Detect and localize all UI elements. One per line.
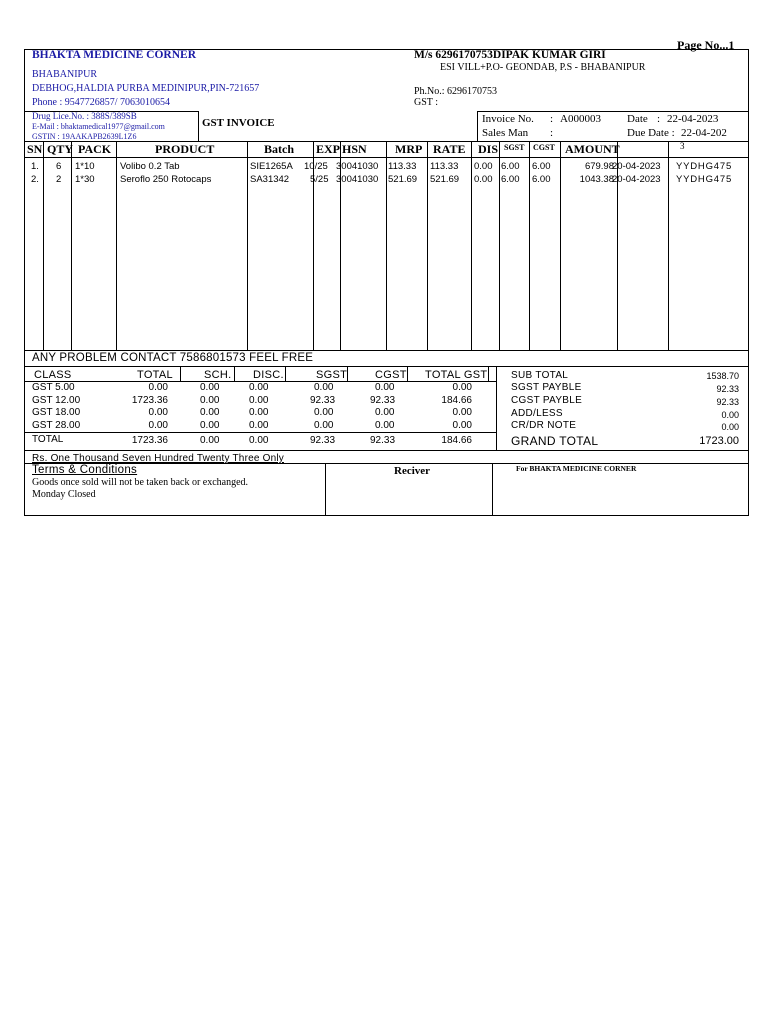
item-sgst: 6.00 bbox=[501, 174, 520, 185]
subtotal-label: SUB TOTAL bbox=[511, 370, 569, 381]
due-date-label: Due Date : bbox=[627, 127, 675, 139]
divider bbox=[496, 366, 497, 450]
terms-title: Terms & Conditions bbox=[32, 464, 138, 476]
contact-note: ANY PROBLEM CONTACT 7586801573 FEEL FREE bbox=[32, 352, 314, 364]
gst-disc: 0.00 bbox=[249, 395, 269, 406]
gst-total-gst: 0.00 bbox=[452, 420, 472, 431]
col-amount: AMOUNT bbox=[565, 142, 620, 156]
cgst-payable-value: 92.33 bbox=[716, 397, 739, 407]
column-divider bbox=[116, 141, 117, 350]
col-pack: PACK bbox=[78, 142, 112, 156]
subtotal-value: 1538.70 bbox=[706, 371, 739, 381]
gst-sgst: 92.33 bbox=[310, 435, 336, 446]
gst-total: 1723.36 bbox=[131, 435, 168, 446]
document-type: GST INVOICE bbox=[202, 117, 275, 129]
gst-total: 0.00 bbox=[148, 407, 168, 418]
salesman-label: Sales Man bbox=[482, 127, 529, 139]
column-divider bbox=[471, 141, 472, 350]
divider bbox=[24, 432, 496, 433]
col-mrp: MRP bbox=[395, 142, 423, 156]
col-dis: DIS bbox=[478, 142, 499, 156]
item-hsn: 30041030 bbox=[336, 161, 379, 172]
item-sn: 1. bbox=[31, 161, 39, 172]
gst-col-total: TOTAL bbox=[137, 369, 173, 381]
date-value: 22-04-2023 bbox=[667, 113, 719, 125]
column-divider bbox=[617, 141, 618, 350]
seller-gstin: GSTIN : 19AAKAPB2639L1Z6 bbox=[32, 132, 137, 141]
gst-total: 0.00 bbox=[148, 382, 168, 393]
gst-total: 0.00 bbox=[148, 420, 168, 431]
seller-email: E-Mail : bhaktamedical1977@gmail.com bbox=[32, 122, 165, 131]
divider bbox=[24, 111, 198, 112]
gst-col-cgst: CGST bbox=[375, 369, 407, 381]
sgst-payable-value: 92.33 bbox=[716, 384, 739, 394]
col-qty: QTY bbox=[47, 142, 74, 156]
gst-col-disc: DISC. bbox=[253, 369, 284, 381]
gst-sgst: 0.00 bbox=[314, 407, 334, 418]
add-less-label: ADD/LESS bbox=[511, 408, 563, 419]
item-qty: 6 bbox=[56, 161, 62, 172]
column-divider bbox=[427, 141, 428, 350]
divider bbox=[180, 367, 181, 381]
gst-sgst: 0.00 bbox=[314, 382, 334, 393]
item-batch: SA31342 bbox=[250, 174, 290, 185]
gst-sch: 0.00 bbox=[200, 395, 220, 406]
buyer-phone: Ph.No.: 6296170753 bbox=[414, 86, 498, 97]
item-qty: 2 bbox=[56, 174, 62, 185]
buyer-gst: GST : bbox=[414, 97, 438, 108]
column-divider bbox=[560, 141, 561, 350]
amount-in-words: Rs. One Thousand Seven Hundred Twenty Three Only bbox=[32, 453, 284, 464]
terms-line-2: Monday Closed bbox=[32, 489, 96, 500]
sgst-payable-label: SGST PAYBLE bbox=[511, 382, 582, 393]
for-company-label: For BHAKTA MEDICINE CORNER bbox=[516, 464, 637, 473]
seller-drug-licence: Drug Lice.No. : 388S/389SB bbox=[32, 111, 137, 121]
col-hsn: HSN bbox=[342, 142, 367, 156]
item-sn: 2. bbox=[31, 174, 39, 185]
seller-phone: Phone : 9547726857/ 7063010654 bbox=[32, 97, 171, 108]
date-label: Date bbox=[627, 113, 648, 125]
gst-total: 1723.36 bbox=[131, 395, 168, 406]
divider bbox=[325, 463, 326, 516]
gst-sch: 0.00 bbox=[200, 382, 220, 393]
column-divider bbox=[668, 141, 669, 350]
item-dis: 0.00 bbox=[474, 174, 493, 185]
terms-line-1: Goods once sold will not be taken back or exchanged. bbox=[32, 477, 249, 488]
divider bbox=[477, 111, 478, 141]
cr-dr-note-value: 0.00 bbox=[721, 422, 739, 432]
gst-disc: 0.00 bbox=[249, 420, 269, 431]
item-sgst: 6.00 bbox=[501, 161, 520, 172]
gst-cgst: 92.33 bbox=[370, 395, 396, 406]
divider bbox=[198, 111, 199, 141]
due-date-value: 22-04-202 bbox=[681, 127, 727, 139]
col-rate: RATE bbox=[433, 142, 466, 156]
grand-total-value: 1723.00 bbox=[699, 435, 739, 447]
item-pack: 1*10 bbox=[75, 161, 95, 172]
gst-sch: 0.00 bbox=[200, 420, 220, 431]
salesman-separator: : bbox=[550, 127, 554, 139]
gst-cgst: 0.00 bbox=[375, 382, 395, 393]
col-cgst: CGST bbox=[533, 143, 555, 152]
gst-total-gst: 184.66 bbox=[441, 435, 472, 446]
col-product: PRODUCT bbox=[155, 142, 215, 156]
add-less-value: 0.00 bbox=[721, 410, 739, 420]
gst-total-gst: 184.66 bbox=[441, 395, 472, 406]
item-exp: 5/25 bbox=[310, 174, 329, 185]
gst-class: GST 28.00 bbox=[32, 420, 81, 431]
item-cgst: 6.00 bbox=[532, 161, 551, 172]
column-divider bbox=[71, 141, 72, 350]
column-divider bbox=[313, 141, 314, 350]
date-separator: : bbox=[657, 113, 661, 125]
column-divider bbox=[247, 141, 248, 350]
divider bbox=[488, 367, 489, 381]
gst-disc: 0.00 bbox=[249, 435, 269, 446]
divider bbox=[492, 463, 493, 516]
seller-name: BHAKTA MEDICINE CORNER bbox=[32, 49, 196, 61]
invoice-no-value: A000003 bbox=[560, 113, 601, 125]
gst-sch: 0.00 bbox=[200, 435, 220, 446]
column-divider bbox=[529, 141, 530, 350]
receiver-label: Reciver bbox=[394, 465, 431, 477]
item-rate: 521.69 bbox=[430, 174, 460, 185]
gst-cgst: 92.33 bbox=[370, 435, 396, 446]
gst-sgst: 0.00 bbox=[314, 420, 334, 431]
invoice-no-label: Invoice No. bbox=[482, 113, 534, 125]
item-code: YYDHG475 bbox=[676, 161, 733, 172]
column-divider bbox=[386, 141, 387, 350]
seller-address: DEBHOG,HALDIA PURBA MEDINIPUR,PIN-721657 bbox=[32, 83, 260, 94]
invoice-no-separator: : bbox=[550, 113, 554, 125]
item-date: 20-04-2023 bbox=[612, 161, 661, 172]
gst-disc: 0.00 bbox=[249, 382, 269, 393]
gst-sch: 0.00 bbox=[200, 407, 220, 418]
gst-cgst: 0.00 bbox=[375, 420, 395, 431]
divider bbox=[24, 366, 749, 367]
item-rate: 113.33 bbox=[430, 161, 459, 172]
item-amount: 1043.38 bbox=[579, 174, 614, 185]
cr-dr-note-label: CR/DR NOTE bbox=[511, 420, 577, 431]
divider bbox=[24, 350, 749, 351]
divider bbox=[24, 450, 749, 451]
buyer-address: ESI VILL+P.O- GEONDAB, P.S - BHABANIPUR bbox=[440, 62, 646, 73]
gst-disc: 0.00 bbox=[249, 407, 269, 418]
item-date: 20-04-2023 bbox=[612, 174, 661, 185]
column-divider bbox=[340, 141, 341, 350]
column-divider bbox=[499, 141, 500, 350]
gst-sgst: 92.33 bbox=[310, 395, 336, 406]
grand-total-label: GRAND TOTAL bbox=[511, 434, 599, 448]
item-hsn: 30041030 bbox=[336, 174, 379, 185]
due-date-overflow: 3 bbox=[680, 141, 685, 151]
col-sn: SN bbox=[27, 142, 43, 156]
item-dis: 0.00 bbox=[474, 161, 493, 172]
gst-class: GST 12.00 bbox=[32, 395, 81, 406]
gst-total-gst: 0.00 bbox=[452, 407, 472, 418]
divider bbox=[477, 111, 749, 112]
divider bbox=[407, 367, 408, 381]
item-amount: 679.98 bbox=[584, 161, 614, 172]
gst-col-class: CLASS bbox=[34, 369, 72, 381]
item-code: YYDHG475 bbox=[676, 174, 733, 185]
divider bbox=[285, 367, 286, 381]
item-pack: 1*30 bbox=[75, 174, 95, 185]
item-exp: 10/25 bbox=[304, 161, 328, 172]
item-product: Seroflo 250 Rotocaps bbox=[120, 174, 212, 185]
gst-col-sgst: SGST bbox=[316, 369, 348, 381]
gst-class: TOTAL bbox=[32, 434, 64, 445]
gst-total-gst: 0.00 bbox=[452, 382, 472, 393]
gst-cgst: 0.00 bbox=[375, 407, 395, 418]
column-divider bbox=[43, 141, 44, 350]
item-mrp: 113.33 bbox=[388, 161, 417, 172]
divider bbox=[234, 367, 235, 381]
col-batch: Batch bbox=[264, 142, 294, 156]
item-cgst: 6.00 bbox=[532, 174, 551, 185]
gst-class: GST 18.00 bbox=[32, 407, 81, 418]
item-product: Volibo 0.2 Tab bbox=[120, 161, 180, 172]
gst-col-sch: SCH. bbox=[204, 369, 232, 381]
buyer-name: M/s 6296170753DIPAK KUMAR GIRI bbox=[414, 49, 606, 61]
cgst-payable-label: CGST PAYBLE bbox=[511, 395, 583, 406]
col-exp: EXP bbox=[316, 142, 340, 156]
col-sgst: SGST bbox=[504, 143, 525, 152]
gst-col-total-gst: TOTAL GST bbox=[425, 369, 488, 381]
page-number: Page No...1 bbox=[677, 38, 735, 52]
item-batch: SIE1265A bbox=[250, 161, 293, 172]
item-mrp: 521.69 bbox=[388, 174, 418, 185]
gst-class: GST 5.00 bbox=[32, 382, 75, 393]
seller-place: BHABANIPUR bbox=[32, 69, 98, 80]
